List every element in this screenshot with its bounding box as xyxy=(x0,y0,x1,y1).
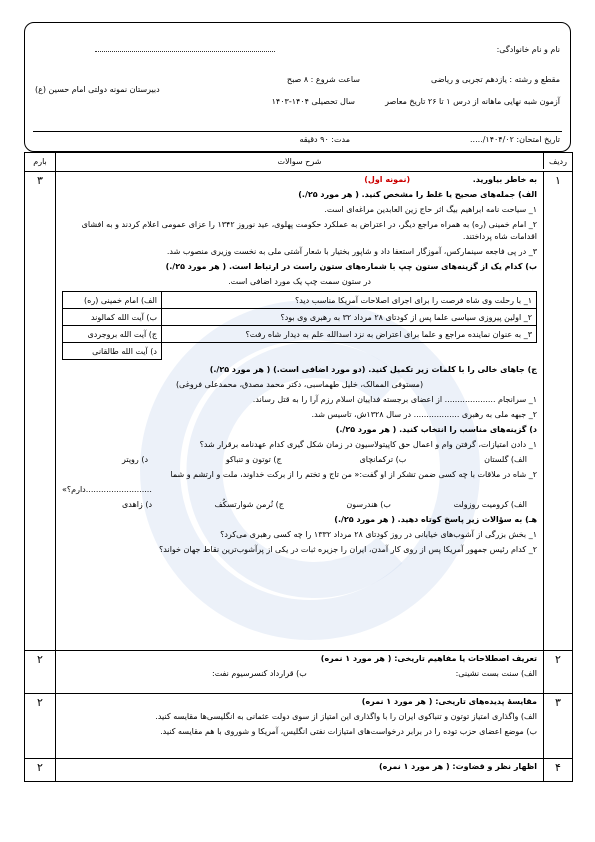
questions-table xyxy=(24,152,573,782)
mc-options xyxy=(62,499,537,511)
exam-title: آزمون شبه نهایی ماهانه از درس ۱ تا ۲۶ تاریخ معاصر xyxy=(385,97,560,106)
short-item: ۲_ کدام رئیس جمهور آمریکا پس از روی کار آمدن، ایران را جزیره ثبات در یکی از پرآشوب‌ترین نقاط جهان خواند؟ xyxy=(159,545,537,554)
mc-question: ۱_ دادن امتیازات، گرفتن وام و اعمال حق کاپیتولاسیون در زمان شکل گیری کدام عهدنامه برقرار شد؟ xyxy=(199,440,537,449)
tf-item: ۳_ در پی فاجعه سینمارکس، آموزگار استعفا داد و شاپور بختیار با شعار آشتی ملی به نخست وزیری منصوب شد. xyxy=(166,247,537,256)
mc-option: ب) ترکمانچای xyxy=(359,455,407,464)
question-body xyxy=(55,759,543,781)
name-label: نام و نام خانوادگی: xyxy=(496,45,560,54)
question-row-1 xyxy=(25,171,572,650)
question-number: ۱ xyxy=(543,172,572,650)
match-question: ۲_ اولین پیروزی سیاسی علما پس از کودتای ۲۸ مرداد ۳۲ به رهبری وی بود؟ xyxy=(162,309,537,326)
question-number: ۴ xyxy=(543,759,572,781)
mc-option: د) رویتر xyxy=(122,455,149,464)
part-c-title: ج) جاهای خالی را با کلمات زیر تکمیل کنید. (دو مورد اضافی است.) ( هر مورد ۲۵/.) xyxy=(209,365,537,374)
mc-question-cont: ..........................دارم؟» xyxy=(62,485,152,494)
term-item: الف) سنت بست نشینی: xyxy=(455,669,537,678)
matching-table xyxy=(62,291,537,360)
question-row-4 xyxy=(25,758,572,781)
question-title: مقایسهٔ پدیده‌های تاریخی: ( هر مورد ۱ نمره) xyxy=(361,697,537,706)
question-body xyxy=(55,694,543,758)
part-a-title: الف) جمله‌های صحیح یا غلط را مشخص کنید. ( هر مورد ۲۵/.) xyxy=(298,190,537,199)
question-score: ۲ xyxy=(37,696,43,709)
compare-item: ب) موضع اعضای حزب توده را در برابر درخواست‌های امتیازات نفتی انگلیس، آمریکا و شوروی با هم مقایسه کنید. xyxy=(160,727,537,736)
tf-item: ۲_ امام خمینی (ره) به همراه مراجع دیگر، در اعتراض به عملکرد حکومت پهلوی، عید نوروز ۱۳۴۲ را عزای عمومی اعلام کردند و به افشای اقدامات شاه پرداختند. xyxy=(81,220,537,241)
question-title: به خاطر بیاورید. xyxy=(472,175,537,184)
mc-option: الف) گلستان xyxy=(484,455,527,464)
tf-item: ۱_ سیاحت نامه ابراهیم بیگ اثر حاج زین العابدین مراغه‌ای است. xyxy=(324,205,537,214)
mc-option: ج) نُرمن شوارتسکُف xyxy=(214,500,284,509)
table-header-row xyxy=(25,153,572,171)
match-question xyxy=(162,343,537,360)
question-body xyxy=(55,172,543,650)
table-row xyxy=(63,292,537,309)
fill-item: ۲_ جبهه ملی به رهبری .................. در سال ۱۳۲۸ش، تاسیس شد. xyxy=(311,410,537,419)
mc-question: ۲_ شاه در ملاقات با چه کسی ضمن تشکر از او گفت:« من تاج و تختم را از برکت خداوند، ملت و ارتشم و شما xyxy=(170,470,537,479)
question-score: ۲ xyxy=(37,653,43,666)
part-b-note: در ستون سمت چپ یک مورد اضافی است. xyxy=(228,277,371,286)
mc-options xyxy=(62,454,537,466)
mc-option: ج) توتون و تنباکو xyxy=(225,455,282,464)
term-item: ب) قرارداد کنسرسیوم نفت: xyxy=(212,669,307,678)
col-row-header: ردیف xyxy=(543,153,572,169)
col-desc-header: شرح سوالات xyxy=(55,153,543,171)
question-title: تعریف اصطلاحات یا مفاهیم تاریخی: ( هر مورد ۱ نمره) xyxy=(320,654,537,663)
question-row-3 xyxy=(25,693,572,758)
match-question: ۱_ با رحلت وی شاه فرصت را برای اجرای اصلاحات آمریکا مناسب دید؟ xyxy=(162,292,537,309)
table-row xyxy=(63,343,537,360)
part-b-title: ب) کدام یک از گزینه‌های ستون چپ با شماره‌های ستون راست در ارتباط است. ( هر مورد ۲۵/.) xyxy=(165,262,537,271)
question-row-2 xyxy=(25,650,572,693)
question-title: اظهار نظر و قضاوت: ( هر مورد ۱ نمره) xyxy=(378,762,537,771)
year-label: سال تحصیلی ۱۴۰۴-۱۴۰۳ xyxy=(271,97,355,106)
start-time-label: ساعت شروع : ۸ صبح xyxy=(286,75,360,84)
table-row xyxy=(63,326,537,343)
duration-label: مدت: ۹۰ دقیقه xyxy=(299,135,350,144)
sample-tag: (نمونه اول) xyxy=(364,175,411,184)
match-answer: د) آیت الله طالقانی xyxy=(63,343,162,360)
term-items xyxy=(62,668,537,680)
exam-header xyxy=(24,22,571,152)
mc-option: الف) کرومیت روزولت xyxy=(453,500,527,509)
fill-item: ۱_ سرانجام .................... از اعضای برجسته فداییان اسلام رزم آرا را به قتل رساند. xyxy=(252,395,537,404)
question-number: ۲ xyxy=(543,651,572,693)
part-c-words: (مستوفی الممالک، خلیل طهماسبی، دکتر محمد مصدق، محمدعلی فروغی) xyxy=(175,380,424,389)
short-item: ۱_ بخش بزرگی از آشوب‌های خیابانی در روز کودتای ۲۸ مرداد ۱۳۳۲ را چه کسی رهبری می‌کرد؟ xyxy=(220,530,537,539)
match-answer: الف) امام خمینی (ره) xyxy=(63,292,162,309)
question-score: ۳ xyxy=(37,174,43,187)
match-answer: ج) آیت الله بروجردی xyxy=(63,326,162,343)
part-e-title: هـ) به سؤالات زیر پاسخ کوتاه دهید. ( هر مورد ۲۵/.) xyxy=(334,515,537,524)
mc-option: د) زاهدی xyxy=(122,500,153,509)
header-separator xyxy=(33,131,562,132)
question-number: ۳ xyxy=(543,694,572,758)
name-line xyxy=(95,51,275,52)
school-name: دبیرستان نمونه دولتی امام حسین (ع) xyxy=(35,85,160,94)
match-answer: ب) آیت الله کمالوند xyxy=(63,309,162,326)
question-body xyxy=(55,651,543,693)
date-label: تاریخ امتحان: ۱۴۰۴/۰۲/..... xyxy=(469,135,560,144)
exam-page xyxy=(24,22,571,822)
col-score-header: بارم xyxy=(33,157,47,166)
compare-item: الف) واگذاری امتیاز توتون و تنباکوی ایران را با واگذاری این امتیاز از سوی دولت عثمانی به انگلیسی‌ها مقایسه کنید. xyxy=(155,712,537,721)
grade-label: مقطع و رشته : یازدهم تجربی و ریاضی xyxy=(431,75,560,84)
table-row xyxy=(63,309,537,326)
question-score: ۲ xyxy=(37,761,43,774)
part-d-title: د) گزینه‌های مناسب را انتخاب کنید. ( هر مورد ۲۵/.) xyxy=(335,425,537,434)
match-question: ۳_ به عنوان نماینده مراجع و علما برای اعتراض به نزد اسدالله علم به دیدار شاه رفت؟ xyxy=(162,326,537,343)
mc-option: ب) هندرسون xyxy=(346,500,391,509)
